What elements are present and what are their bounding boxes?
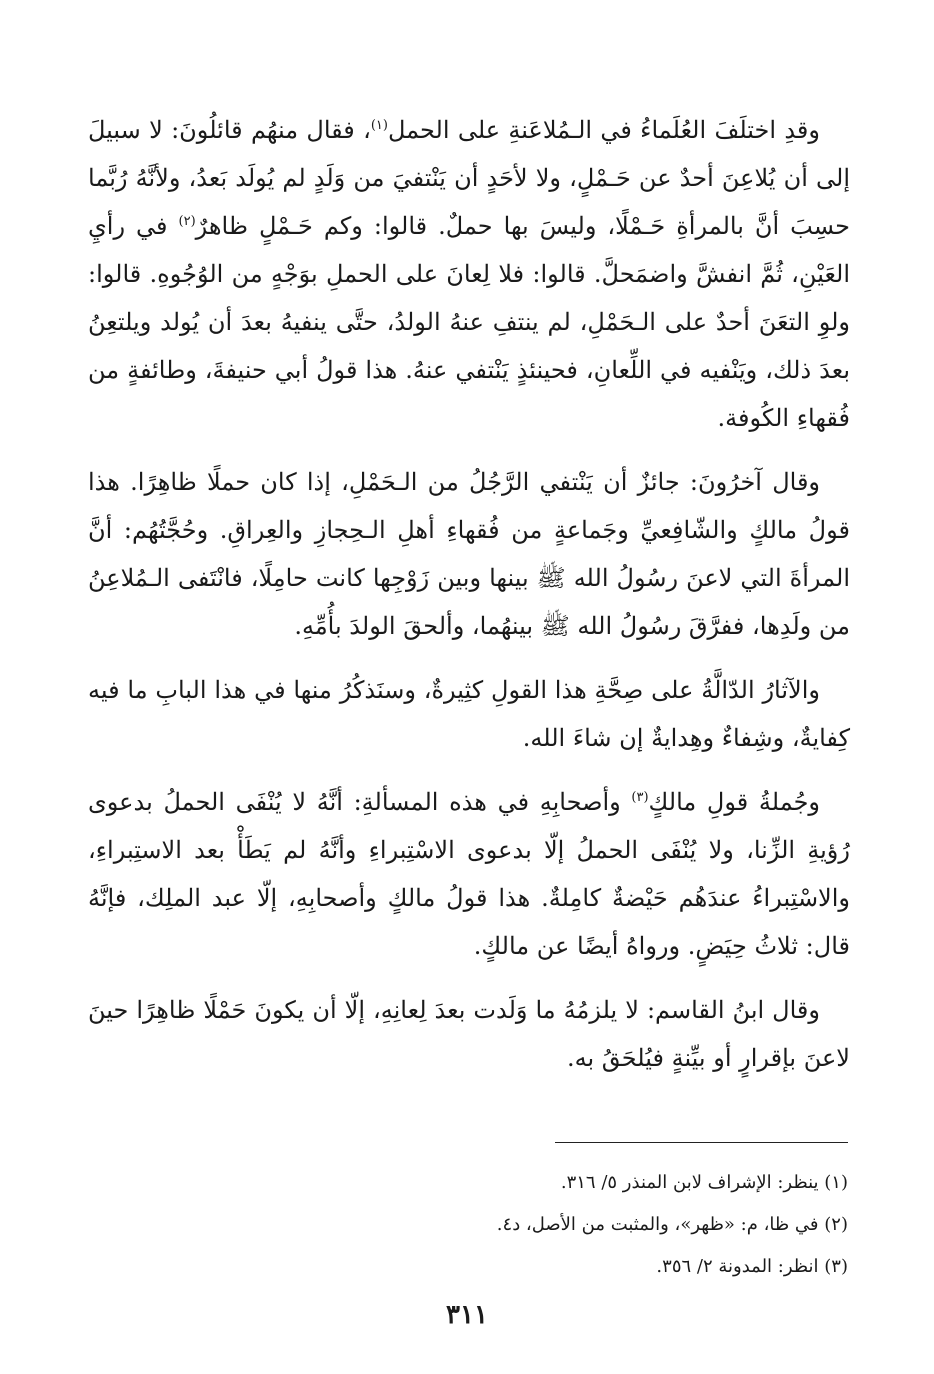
page-number: ٣١١ bbox=[446, 1300, 488, 1330]
footnote-divider bbox=[555, 1142, 848, 1143]
text-segment: ، فقال منهُم قائلُونَ: لا سبيلَ إلى أن يُلاعِنَ أحدٌ عن حَـمْلٍ، ولا لأحَدٍ أن يَنْتفيَ من وَلَدٍ لم يُولَد بَعدُ، ولأنَّهُ رُبَّما حسِبَ أنَّ بالمرأةِ حَـمْلًا، وليسَ بها حملٌ. قالوا: وكم حَـمْلٍ ظاهرٌ bbox=[88, 116, 850, 240]
text-segment: وجُملةُ قولِ مالكٍ bbox=[648, 788, 820, 816]
paragraph-2 bbox=[88, 458, 850, 650]
text-segment: وقدِ اختلَفَ العُلَماءُ في الـمُلاعَنةِ على الحمل bbox=[387, 116, 820, 144]
footnote-3: (٣) انظر: المدونة ٢/ ٣٥٦. bbox=[656, 1256, 848, 1277]
paragraph-5 bbox=[88, 986, 850, 1082]
paragraph-1 bbox=[88, 106, 850, 442]
footnote-ref-3[interactable]: (٣) bbox=[631, 790, 649, 805]
footnotes bbox=[420, 1162, 848, 1288]
text-segment: وقال آخرُونَ: جائزٌ أن يَنْتفي الرَّجُلُ من الـحَمْلِ، إذا كان حملًا ظاهِرًا. هذا قولُ مالكٍ والشّافِعيِّ وجَماعةٍ من فُقهاءِ أهلِ الـحِجازِ والعِراقِ. وحُجَّتُهُم: أنَّ المرأةَ التي لاعنَ رسُولُ الله ﷺ بينها وبين زَوْجِها كانت حامِلًا، فانْتَفى الـمُلاعِنُ من ولَدِها، ففرَّقَ رسُولُ الله ﷺ بينهُما، وألحقَ الولدَ بأُمِّهِ. bbox=[88, 468, 850, 640]
footnote-2: (٢) في ظا، م: «ظهر»، والمثبت من الأصل، د٤. bbox=[496, 1214, 848, 1235]
paragraph-3 bbox=[88, 666, 850, 762]
text-segment: وقال ابنُ القاسم: لا يلزمُهُ ما وَلَدت بعدَ لِعانِهِ، إلّا أن يكونَ حَمْلًا ظاهِرًا حينَ لاعنَ بإقرارٍ أو بيِّنةٍ فيُلحَقُ به. bbox=[88, 996, 850, 1072]
text-segment: والآثارُ الدّالَّةُ على صِحَّةِ هذا القولِ كثِيرةٌ، وسنَذكُرُ منها في هذا البابِ ما فيه كِفايةٌ، وشِفاءٌ وهِدايةٌ إن شاءَ الله. bbox=[88, 676, 850, 752]
paragraph-4 bbox=[88, 778, 850, 970]
text-segment: وأصحابِهِ في هذه المسألةِ: أنَّهُ لا يُنْفَى الحملُ بدعوى رُؤيةِ الزِّنا، ولا يُنْفَى الحملُ إلّا بدعوى الاسْتِبراءِ وأنَّهُ لم يَطَأْ بعد الاستِبراءِ، والاسْتِبراءُ عندَهُم حَيْضةٌ كامِلةٌ. هذا قولُ مالكٍ وأصحابِهِ، إلّا عبد الملِك، فإنَّهُ قال: ثلاثُ حِيَضٍ. ورواهُ أيضًا عن مالكٍ. bbox=[88, 788, 850, 960]
main-text bbox=[88, 106, 850, 1098]
footnote-1: (١) ينظر: الإشراف لابن المنذر ٥/ ٣١٦. bbox=[560, 1172, 848, 1193]
footnote-ref-2[interactable]: (٢) bbox=[178, 214, 196, 229]
footnote-ref-1[interactable]: (١) bbox=[370, 118, 388, 133]
text-segment: في رأيِ العَيْنِ، ثُمَّ انفشَّ واضمَحلَّ. قالوا: فلا لِعانَ على الحملِ بوَجْهٍ من الوُجُوهِ. قالوا: ولوِ التعَنَ أحدٌ على الـحَمْلِ، لم ينتفِ عنهُ الولدُ، حتَّى ينفيهُ بعدَ أن يُولد ويلتعِنُ بعدَ ذلك، ويَنْفيه في اللِّعانِ، فحينئذٍ يَنْتفي عنهُ. هذا قولُ أبي حنيفةَ، وطائفةٍ من فُقهاءِ الكُوفة. bbox=[88, 212, 850, 432]
